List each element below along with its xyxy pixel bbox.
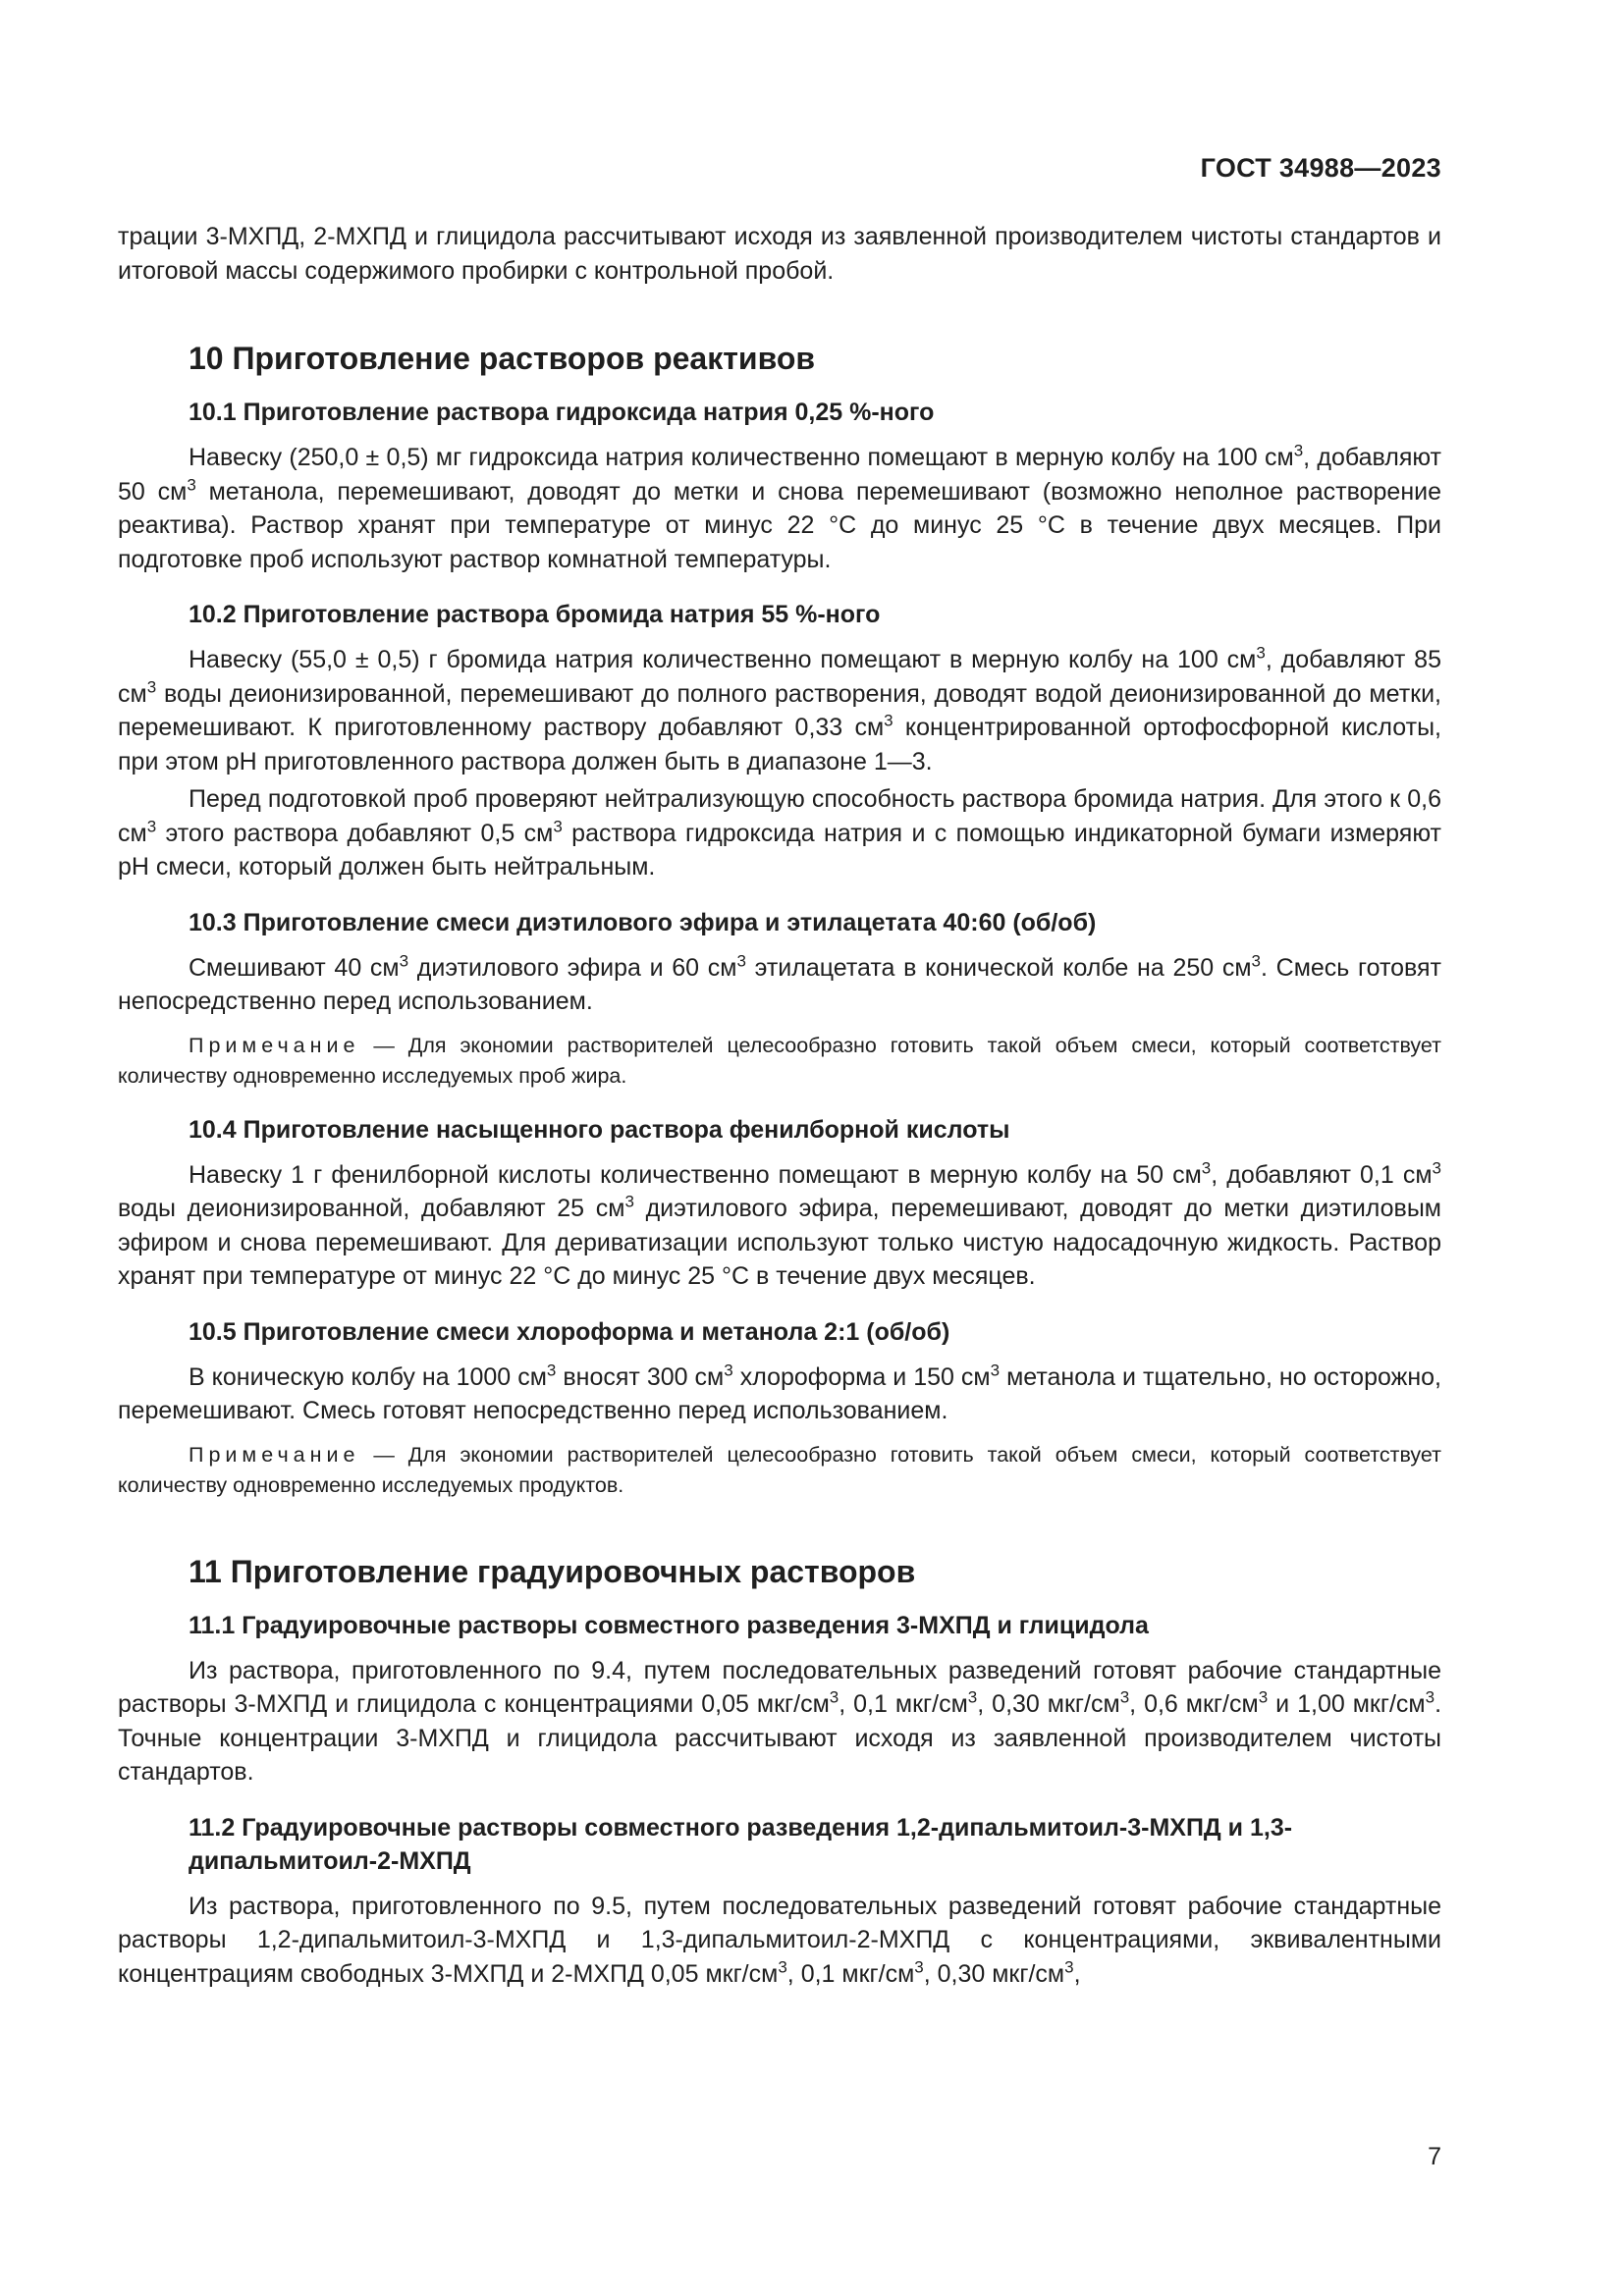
paragraph-10-2-b: Перед подготовкой проб проверяют нейтрализующую способность раствора бромида натрия. Для этого к 0,6 $см^3$ этого раствора добавляют 0,5 $см^3$ раствора гидроксида натрия и с помощью индикаторной бумаги измеряют pH смеси, который должен быть нейтральным. [118,785,1441,881]
paragraph-10-5: В коническую колбу на 1000 $см^3$ вносят 300 $см^3$ хлороформа и 150 $см^3$ метанола и тщательно, но осторожно, перемешивают. Смесь готовят непосредственно перед использованием. [118,1361,1441,1424]
section-11-title: 11 Приготовление градуировочных растворов [189,1553,916,1589]
section-10-1-title: 10.1 Приготовление раствора гидроксида натрия 0,25 %-ного [189,399,935,426]
section-10-3-title: 10.3 Приготовление смеси диэтилового эфира и этилацетата 40:60 (об/об) [189,908,1097,936]
section-10-5-title: 10.5 Приготовление смеси хлороформа и метанола 2:1 (об/об) [189,1317,950,1346]
page-number: 7 [1428,2143,1441,2170]
paragraph-11-1: Из раствора, приготовленного по 9.4, путем последовательных разведений готовят рабочие стандартные растворы 3-МХПД и глицидола с концентрациями 0,05 мкг/$см^3$, 0,1 мкг/$см^3$, 0,30 мкг/$см^3$, 0,6 мкг/$см^3$ и 1,00 мкг/$см^3$. Точные концентрации 3-МХПД и глицидола рассчитывают исходя из заявленной производителем чистоты стандартов. [118,1656,1442,1786]
note-10-5: Примечание — Для экономии растворителей целесообразно готовить такой объем смеси, который соответствует количеству одновременно исследуемых продуктов. [118,1442,1441,1497]
note-label: Примечание [189,1033,360,1057]
note-10-3: Примечание — Для экономии растворителей целесообразно готовить такой объем смеси, который соответствует количеству одновременно исследуемых проб жира. [118,1033,1441,1088]
section-11-2-title: 11.2 Градуировочные растворы совместного разведения 1,2-дипальмитоил-3-МХПД и 1,3-дипальмитоил-2-МХПД [189,1813,1293,1875]
paragraph-11-2: Из раствора, приготовленного по 9.5, путем последовательных разведений готовят рабочие стандартные растворы 1,2-дипальмитоил-3-МХПД и 1,3-дипальмитоил-2-МХПД с концентрациями, эквивалентными концентрациям свободных 3-МХПД и 2-МХПД 0,05 мкг/$см^3$, 0,1 мкг/$см^3$, 0,30 мкг/$см^3$, [118,1892,1441,1988]
section-11-1-title: 11.1 Градуировочные растворы совместного разведения 3-МХПД и глицидола [189,1611,1149,1639]
paragraph-10-4: Навеску 1 г фенилборной кислоты количественно помещают в мерную колбу на 50 $см^3$, добавляют 0,1 $см^3$ воды деионизированной, добавляют 25 $см^3$ диэтилового эфира, перемешивают, доводят до метки диэтиловым эфиром и снова перемешивают. Для дериватизации используют только чистую надосадочную жидкость. Раствор хранят при температуре от минус 22 °С до минус 25 °С в течение двух месяцев. [118,1158,1441,1290]
paragraph-10-3: Смешивают 40 $см^3$ диэтилового эфира и 60 $см^3$ этилацетата в конической колбе на 250 $см^3$. Смесь готовят непосредственно перед использованием. [118,951,1442,1015]
continuation-paragraph: трации 3-МХПД, 2-МХПД и глицидола рассчитывают исходя из заявленной производителем чистоты стандартов и итоговой массы содержимого пробирки с контрольной пробой. [118,223,1441,285]
section-10-4-title: 10.4 Приготовление насыщенного раствора фенилборной кислоты [189,1115,1010,1144]
document-id: ГОСТ 34988—2023 [1200,153,1441,183]
section-10-title: 10 Приготовление растворов реактивов [189,341,816,376]
page-content [118,220,1441,1991]
section-10-2-title: 10.2 Приготовление раствора бромида натрия 55 %-ного [189,601,881,628]
note-label: Примечание [189,1442,360,1467]
paragraph-10-1: Навеску (250,0 ± 0,5) мг гидроксида натрия количественно помещают в мерную колбу на 100 $см^3$, добавляют 50 $см^3$ метанола, перемешивают, доводят до метки и снова перемешивают (возможно неполное растворение реактива). Раствор хранят при температуре от минус 22 °С до минус 25 °С в течение двух месяцев. При подготовке проб используют раствор комнатной температуры. [118,441,1442,573]
paragraph-10-2-a: Навеску (55,0 ± 0,5) г бромида натрия количественно помещают в мерную колбу на 100 $см^3$, добавляют 85 $см^3$ воды деионизированной, перемешивают до полного растворения, доводят водой деионизированной до метки, перемешивают. К приготовленному раствору добавляют 0,33 $см^3$ концентрированной ортофосфорной кислоты, при этом pH приготовленного раствора должен быть в диапазоне 1—3. [118,643,1442,775]
